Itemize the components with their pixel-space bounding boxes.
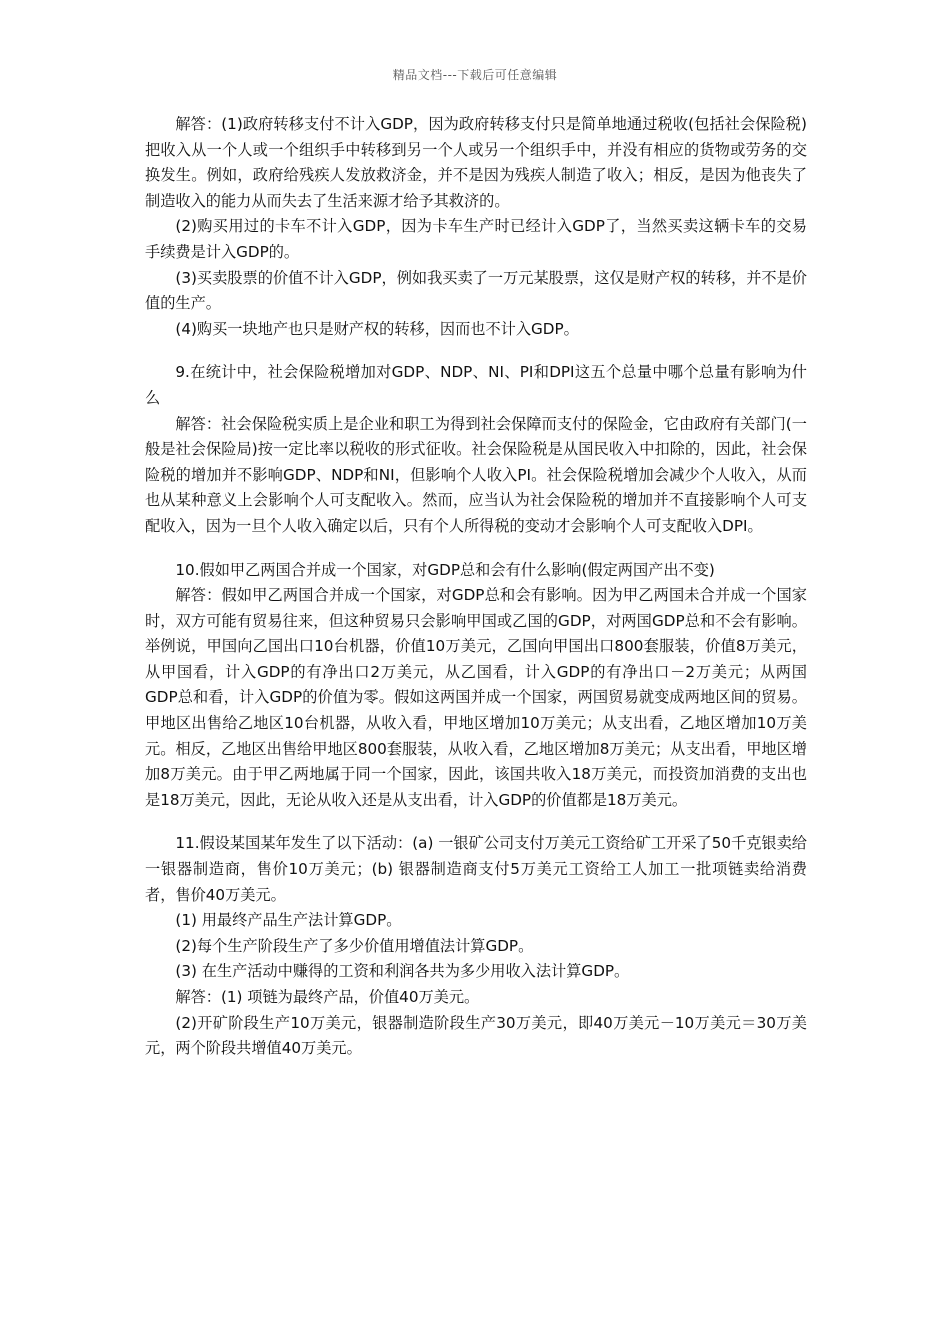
page-header: 精品文档---下载后可任意编辑	[392, 68, 558, 82]
answer-paragraph: 解答：(1)政府转移支付不计入GDP，因为政府转移支付只是简单地通过税收(包括社会保险税)把收入从一个人或一个组织手中转移到另一个人或另一个组织手中，并没有相应的货物或劳务的交换发生。例如，政府给残疾人发放救济金，并不是因为残疾人制造了收入；相反，是因为他丧失了制造收入的能力从而失去了生活来源才给予其救济的。	[145, 115, 807, 210]
document-body	[145, 112, 807, 1062]
answer-paragraph: 解答：(1) 项链为最终产品，价值40万美元。	[175, 988, 480, 1006]
answer-paragraph: (4)购买一块地产也只是财产权的转移，因而也不计入GDP。	[175, 319, 579, 338]
answer-paragraph: 解答：假如甲乙两国合并成一个国家，对GDP总和会有影响。因为甲乙两国未合并成一个国家时，双方可能有贸易往来，但这种贸易只会影响甲国或乙国的GDP，对两国GDP总和不会有影响。举例说，甲国向乙国出口10台机器，价值10万美元，乙国向甲国出口800套服装，价值8万美元，从甲国看，计入GDP的有净出口2万美元，从乙国看，计入GDP的有净出口－2万美元；从两国GDP总和看，计入GDP的价值为零。假如这两国并成一个国家，两国贸易就变成两地区间的贸易。甲地区出售给乙地区10台机器，从收入看，甲地区增加10万美元；从支出看，乙地区增加10万美元。相反，乙地区出售给甲地区800套服装，从收入看，乙地区增加8万美元；从支出看，甲地区增加8万美元。由于甲乙两地属于同一个国家，因此，该国共收入18万美元，而投资加消费的支出也是18万美元，因此，无论从收入还是从支出看，计入GDP的价值都是18万美元。	[145, 586, 807, 809]
answer-paragraph: (2)购买用过的卡车不计入GDP，因为卡车生产时已经计入GDP了，当然买卖这辆卡车的交易手续费是计入GDP的。	[145, 217, 807, 261]
answer-paragraph: 解答：社会保险税实质上是企业和职工为得到社会保障而支付的保险金，它由政府有关部门(一般是社会保险局)按一定比率以税收的形式征收。社会保险税是从国民收入中扣除的，因此，社会保险税的增加并不影响GDP、NDP和NI，但影响个人收入PI。社会保险税增加会减少个人收入，从而也从某种意义上会影响个人可支配收入。然而，应当认为社会保险税的增加并不直接影响个人可支配收入，因为一旦个人收入确定以后，只有个人所得税的变动才会影响个人可支配收入DPI。	[145, 414, 807, 535]
sub-question: (1) 用最终产品生产法计算GDP。	[175, 911, 402, 930]
sub-question: (3) 在生产活动中赚得的工资和利润各共为多少用收入法计算GDP。	[175, 962, 630, 981]
answer-paragraph: (2)开矿阶段生产10万美元，银器制造阶段生产30万美元，即40万美元－10万美元＝30万美元，两个阶段共增值40万美元。	[145, 1013, 807, 1058]
question-10: 10.假如甲乙两国合并成一个国家，对GDP总和会有什么影响(假定两国产出不变)	[175, 560, 715, 579]
question-11: 11.假设某国某年发生了以下活动：(a) 一银矿公司支付万美元工资给矿工开采了50千克银卖给一银器制造商，售价10万美元；(b) 银器制造商支付5万美元工资给工人加工一批项链卖给消费者，售价40万美元。	[145, 834, 807, 904]
question-9: 9.在统计中，社会保险税增加对GDP、NDP、NI、PI和DPI这五个总量中哪个总量有影响为什么	[145, 363, 807, 407]
sub-question: (2)每个生产阶段生产了多少价值用增值法计算GDP。	[175, 936, 534, 955]
answer-paragraph: (3)买卖股票的价值不计入GDP，例如我买卖了一万元某股票，这仅是财产权的转移，并不是价值的生产。	[145, 268, 807, 313]
